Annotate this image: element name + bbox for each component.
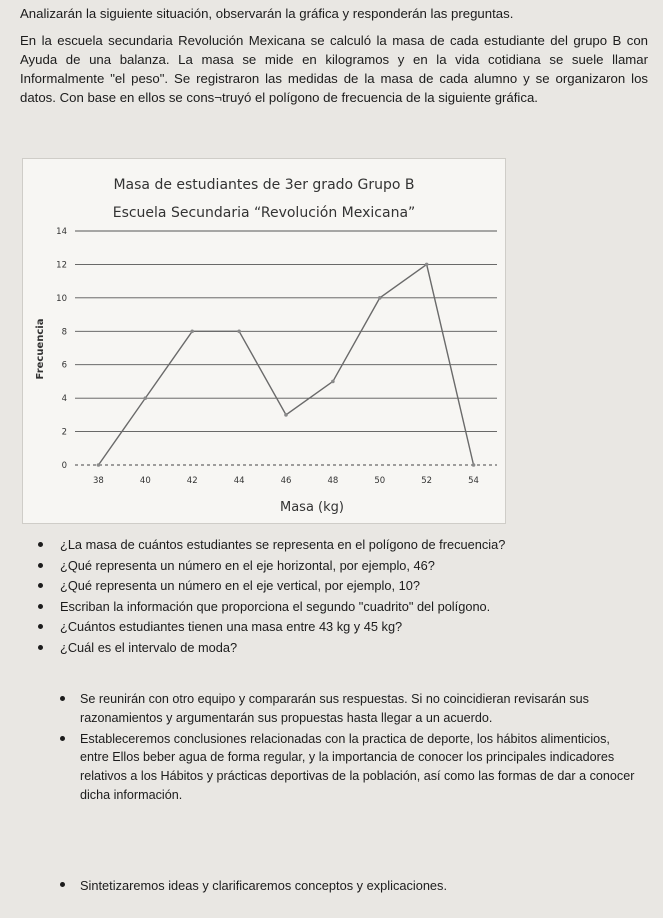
activity-item: Estableceremos conclusiones relacionadas con la practica de deporte, los hábitos alimenticios, entre Ellos beber agua de forma regular, y la importancia de conocer los principales indicadores relativos a los Hábitos y prácticas deportivas de la población, así como las formas de dar a conocer dicha información. — [60, 730, 640, 805]
data-point — [284, 413, 288, 417]
data-point — [378, 296, 382, 300]
question-item: ¿Qué representa un número en el eje horizontal, por ejemplo, 46? — [38, 556, 638, 577]
data-point — [331, 380, 335, 384]
y-tick-label: 2 — [61, 427, 67, 438]
x-tick-label: 38 — [93, 476, 104, 486]
activity-item: Se reunirán con otro equipo y compararán sus respuestas. Si no coincidieran revisarán sus razonamientos y argumentarán sus propuestas hasta llegar a un acuerdo. — [60, 690, 640, 728]
y-tick-label: 4 — [61, 394, 67, 405]
closing-item: Sintetizaremos ideas y clarificaremos conceptos y explicaciones. — [60, 876, 640, 895]
y-tick-label: 8 — [61, 327, 67, 338]
tick-layer — [56, 227, 479, 486]
y-axis-label: Frecuencia — [35, 318, 46, 380]
x-tick-label: 52 — [421, 476, 433, 486]
instruction-line: Analizarán la siguiente situación, observarán la gráfica y responderán las preguntas. — [20, 6, 514, 21]
x-tick-label: 44 — [233, 476, 245, 486]
x-tick-label: 40 — [139, 476, 151, 486]
data-point — [144, 396, 148, 400]
x-tick-label: 46 — [280, 476, 292, 486]
data-point — [472, 463, 476, 467]
y-tick-label: 10 — [56, 293, 67, 304]
question-list — [38, 535, 638, 659]
question-item: ¿Cuál es el intervalo de moda? — [38, 638, 638, 659]
closing-list — [60, 876, 640, 895]
y-tick-label: 14 — [56, 227, 67, 237]
frequency-polygon-chart — [22, 158, 506, 524]
x-tick-label: 48 — [327, 476, 339, 486]
chart-subtitle: Escuela Secundaria “Revolución Mexicana” — [112, 205, 416, 221]
grid-layer — [75, 231, 497, 465]
data-point — [237, 329, 241, 333]
y-tick-label: 0 — [61, 461, 67, 471]
x-tick-label: 42 — [186, 476, 198, 486]
question-item: ¿Qué representa un número en el eje vertical, por ejemplo, 10? — [38, 576, 638, 597]
question-item: ¿La masa de cuántos estudiantes se representa en el polígono de frecuencia? — [38, 535, 638, 556]
situation-paragraph: En la escuela secundaria Revolución Mexicana se calculó la masa de cada estudiante del grupo B con Ayuda de una balanza. La masa se mide en kilogramos y en la vida cotidiana se suele llamar Informalmente "el peso". Se registraron las medidas de la masa de cada alumno y se organizaron los datos. Con base en ellos se cons¬truyó el polígono de frecuencia de la siguiente gráfica. — [20, 33, 648, 105]
y-tick-label: 6 — [61, 360, 67, 371]
x-axis-label: Masa (kg) — [280, 500, 344, 515]
y-tick-label: 12 — [56, 260, 67, 271]
data-point — [190, 329, 194, 333]
chart-svg — [23, 159, 505, 523]
chart-title: Masa de estudiantes de 3er grado Grupo B — [113, 177, 415, 193]
question-item: ¿Cuántos estudiantes tienen una masa entre 43 kg y 45 kg? — [38, 617, 638, 638]
data-point — [425, 263, 429, 267]
data-point — [97, 463, 101, 467]
x-tick-label: 50 — [374, 476, 386, 486]
x-tick-label: 54 — [468, 476, 479, 486]
activity-list — [60, 690, 640, 805]
intro-section — [20, 4, 648, 107]
question-item: Escriban la información que proporciona el segundo "cuadrito" del polígono. — [38, 597, 638, 618]
